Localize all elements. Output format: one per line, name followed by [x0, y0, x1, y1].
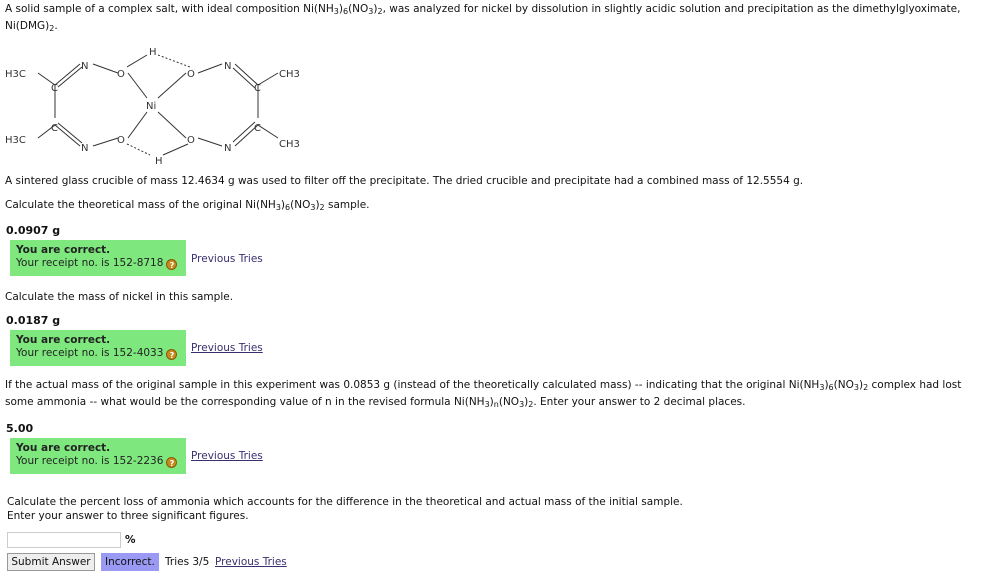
question-1-previous-tries-link[interactable]: Previous Tries — [191, 253, 263, 265]
submit-answer-button[interactable]: Submit Answer — [7, 553, 95, 571]
label-h-top: H — [149, 47, 157, 58]
receipt-line — [16, 257, 180, 270]
question-4-previous-tries-link[interactable]: Previous Tries — [215, 556, 287, 568]
receipt-text: Your receipt no. is 152-8718 — [16, 257, 164, 269]
help-icon[interactable]: ? — [166, 457, 177, 468]
question-4-prompt-line-1: Calculate the percent loss of ammonia which accounts for the difference in the theoretical and actual mass of the initial sample. — [7, 496, 683, 508]
question-3-previous-tries-link[interactable]: Previous Tries — [191, 450, 263, 462]
paragraph-crucible: A sintered glass crucible of mass 12.4634 g was used to filter off the precipitate. The dried crucible and precipitate had a combined mass of 12.5554 g. — [5, 175, 804, 187]
label-o-1: O — [117, 69, 125, 80]
label-ni: Ni — [146, 101, 157, 112]
help-icon[interactable]: ? — [166, 349, 177, 360]
question-1-feedback — [10, 240, 186, 276]
receipt-text: Your receipt no. is 152-2236 — [16, 455, 164, 467]
feedback-title: You are correct. — [16, 334, 111, 346]
question-2-feedback — [10, 330, 186, 366]
label-o-4: O — [187, 135, 195, 146]
intro-line-1: A solid sample of a complex salt, with ideal composition $Ni(NH_3)_6(NO_3)_2$, was analyzed for nickel by dissolution in slightly acidic solution and precipitation as the dimethylglyoximate, — [5, 3, 961, 16]
label-c-3: C — [254, 83, 261, 94]
label-h3c-top: H3C — [5, 69, 26, 80]
label-o-3: O — [187, 69, 195, 80]
feedback-title: You are correct. — [16, 442, 111, 454]
label-c-4: C — [254, 123, 261, 134]
help-icon[interactable]: ? — [166, 259, 177, 270]
label-h-bottom: H — [155, 156, 163, 167]
label-c-1: C — [51, 83, 58, 94]
feedback-title: You are correct. — [16, 244, 111, 256]
label-n-1: N — [81, 61, 89, 72]
question-2-previous-tries-link[interactable]: Previous Tries — [191, 342, 263, 354]
percent-unit-label: % — [125, 534, 136, 546]
label-n-2: N — [81, 143, 89, 154]
label-c-2: C — [51, 123, 58, 134]
ni-dmg-structure-diagram — [0, 40, 320, 170]
intro-line-2: $Ni(DMG)_2$. — [5, 20, 58, 33]
receipt-text: Your receipt no. is 152-4033 — [16, 347, 164, 359]
receipt-line — [16, 455, 180, 468]
label-ch3-top: CH3 — [279, 69, 300, 80]
label-o-2: O — [117, 135, 125, 146]
question-1-prompt: Calculate the theoretical mass of the original $Ni(NH_3)_6(NO_3)_2$ sample. — [5, 199, 370, 212]
question-1-answer: 0.0907 g — [6, 224, 61, 237]
question-3-feedback — [10, 438, 186, 474]
label-h3c-bottom: H3C — [5, 135, 26, 146]
tries-counter: Tries 3/5 — [165, 556, 210, 568]
question-2-prompt: Calculate the mass of nickel in this sample. — [5, 291, 234, 303]
incorrect-status-badge: Incorrect. — [101, 553, 159, 571]
question-4-answer-input[interactable] — [7, 532, 121, 548]
question-2-answer: 0.0187 g — [6, 314, 61, 327]
question-3-answer: 5.00 — [6, 422, 34, 435]
question-3-prompt-line-2: some ammonia -- what would be the corresponding value of n in the revised formula $Ni(NH_3)_n(NO_3)_2$. Enter your answer to 2 decimal places. — [5, 396, 746, 409]
label-n-4: N — [224, 143, 232, 154]
question-3-prompt-line-1: If the actual mass of the original sample in this experiment was 0.0853 g (instead of the theoretically calculated mass) -- indicating that the original $Ni(NH_3)_6(NO_3)_2$ complex had lost — [5, 379, 962, 392]
label-n-3: N — [224, 61, 232, 72]
receipt-line — [16, 347, 180, 360]
question-4-prompt-line-2: Enter your answer to three significant figures. — [7, 510, 249, 522]
label-ch3-bottom: CH3 — [279, 139, 300, 150]
